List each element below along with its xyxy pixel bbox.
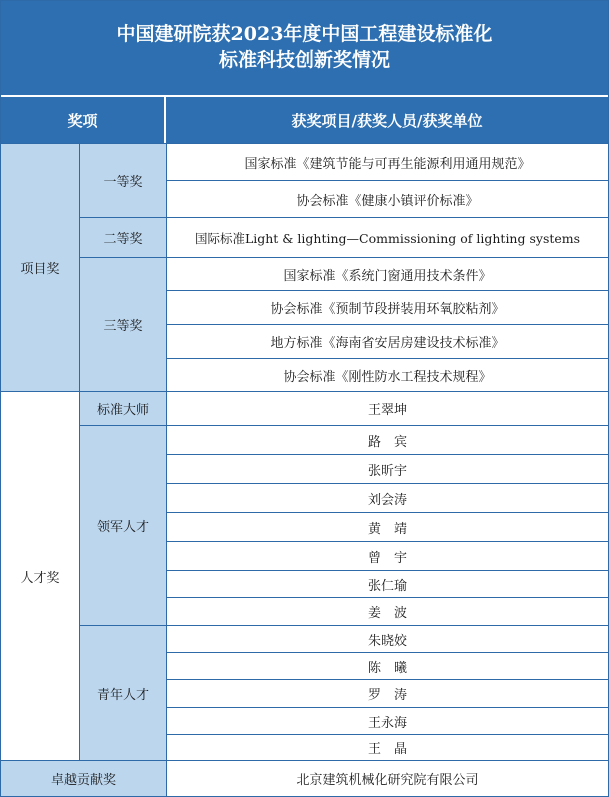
header-column-divider bbox=[165, 97, 166, 143]
project-item: 协会标准《预制节段拼装用环氧胶粘剂》 bbox=[167, 291, 608, 324]
talent-name: 罗 涛 bbox=[167, 680, 608, 707]
grid-line bbox=[167, 570, 608, 571]
grade-first: 一等奖 bbox=[80, 144, 166, 217]
grid-line bbox=[167, 512, 608, 513]
talent-name: 路 宾 bbox=[167, 426, 608, 454]
title-line-1: 中国建研院获2023年度中国工程建设标准化 bbox=[116, 23, 493, 45]
grid-line bbox=[167, 707, 608, 708]
grid-line bbox=[1, 143, 608, 144]
grid-line bbox=[167, 180, 608, 181]
grid-line bbox=[167, 679, 608, 680]
talent-name: 张昕宇 bbox=[167, 455, 608, 483]
grid-line bbox=[1, 391, 608, 392]
header-divider bbox=[1, 95, 608, 97]
grid-line bbox=[167, 358, 608, 359]
contribution-recipient: 北京建筑机械化研究院有限公司 bbox=[167, 761, 608, 796]
project-item: 协会标准《健康小镇评价标准》 bbox=[167, 181, 608, 217]
talent-name: 陈 曦 bbox=[167, 653, 608, 679]
project-item: 地方标准《海南省安居房建设技术标准》 bbox=[167, 325, 608, 358]
grid-line bbox=[79, 144, 80, 761]
project-item: 协会标准《刚性防水工程技术规程》 bbox=[167, 359, 608, 391]
talent-name: 王 晶 bbox=[167, 735, 608, 760]
grade-leader: 领军人才 bbox=[80, 426, 166, 625]
category-talent-award: 人才奖 bbox=[1, 392, 79, 760]
talent-name: 黄 靖 bbox=[167, 513, 608, 541]
grid-line bbox=[167, 454, 608, 455]
page-title bbox=[1, 1, 608, 95]
grid-line bbox=[167, 541, 608, 542]
talent-name: 朱晓姣 bbox=[167, 626, 608, 652]
title-line-2: 标准科技创新奖情况 bbox=[218, 49, 390, 71]
header-award: 奖项 bbox=[1, 97, 164, 143]
talent-name: 张仁瑜 bbox=[167, 571, 608, 597]
grid-line bbox=[167, 652, 608, 653]
grade-second: 二等奖 bbox=[80, 218, 166, 257]
talent-name: 王永海 bbox=[167, 708, 608, 734]
grade-master: 标准大师 bbox=[80, 392, 166, 425]
grade-third: 三等奖 bbox=[80, 258, 166, 391]
grid-line bbox=[80, 257, 608, 258]
grid-line bbox=[167, 290, 608, 291]
talent-name: 姜 波 bbox=[167, 598, 608, 625]
grid-line bbox=[1, 760, 608, 761]
header-recipient: 获奖项目/获奖人员/获奖单位 bbox=[166, 97, 608, 143]
grade-youth: 青年人才 bbox=[80, 626, 166, 760]
project-item: 国家标准《建筑节能与可再生能源利用通用规范》 bbox=[167, 144, 608, 180]
category-contribution-award: 卓越贡献奖 bbox=[1, 761, 166, 796]
project-item: 国际标准Light & lighting—Commissioning of lighting systems bbox=[167, 218, 608, 257]
talent-name: 刘会涛 bbox=[167, 484, 608, 512]
grid-line bbox=[80, 217, 608, 218]
grid-line bbox=[167, 324, 608, 325]
grid-line bbox=[80, 425, 608, 426]
project-item: 国家标准《系统门窗通用技术条件》 bbox=[167, 258, 608, 290]
grid-line bbox=[167, 483, 608, 484]
grid-line bbox=[167, 734, 608, 735]
grid-line bbox=[166, 144, 167, 796]
talent-name: 曾 宇 bbox=[167, 542, 608, 570]
grid-line bbox=[80, 625, 608, 626]
talent-name: 王翠坤 bbox=[167, 392, 608, 425]
grid-line bbox=[167, 597, 608, 598]
category-project-award: 项目奖 bbox=[1, 144, 79, 391]
